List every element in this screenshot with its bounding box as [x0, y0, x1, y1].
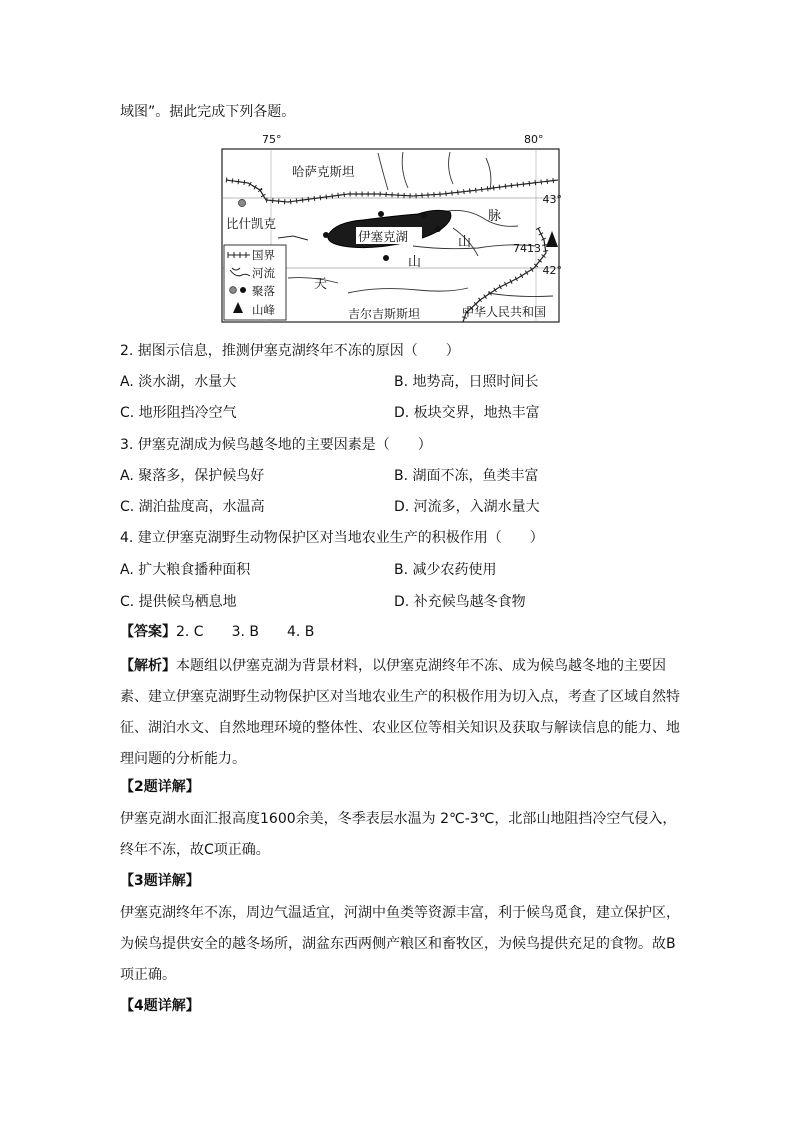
label-mai: 脉 — [488, 209, 502, 224]
settlement-bishkek-icon — [238, 199, 245, 206]
legend-settlement-icon — [230, 287, 237, 294]
q4-stem: 4. 建立伊塞克湖野生动物保护区对当地农业生产的积极作用（ ） — [120, 530, 544, 546]
q2-option-b: B. 地势高，日照时间长 — [394, 374, 539, 390]
settlement-icon — [378, 211, 384, 217]
label-kyrgyzstan: 吉尔吉斯斯坦 — [348, 307, 421, 321]
q3-option-c: C. 湖泊盐度高，水温高 — [120, 499, 265, 515]
q4-option-b: B. 减少农药使用 — [394, 562, 497, 578]
answer-label: 【答案】 — [120, 624, 176, 640]
label-shan-2: 山 — [408, 255, 422, 270]
q2-option-d: D. 板块交界，地热丰富 — [394, 405, 540, 421]
q3-stem: 3. 伊塞克湖成为候鸟越冬地的主要因素是（ ） — [120, 437, 432, 453]
legend-river-label: 河流 — [252, 266, 275, 280]
label-bishkek: 比什凯克 — [226, 216, 277, 231]
q2-stem: 2. 据图示信息，推测伊塞克湖终年不冻的原因（ ） — [120, 343, 460, 359]
answer-text: 2. C 3. B 4. B — [176, 624, 315, 640]
legend-border-label: 国界 — [252, 248, 275, 262]
detail3-text: 伊塞克湖终年不冻，周边气温适宜，河湖中鱼类等资源丰富，利于候鸟觅食，建立保护区，为候鸟提供安全的越冬场所，湖盆东西两侧产粮区和畜牧区，为候鸟提供充足的食物。故B项正确。 — [120, 905, 680, 983]
lat-42-label: 42° — [542, 264, 562, 277]
detail3-label: 【3题详解】 — [120, 873, 200, 889]
lake-label: 伊塞克湖 — [358, 229, 409, 244]
settlement-icon — [435, 226, 441, 232]
legend-settlement-label: 聚落 — [252, 284, 275, 298]
answer-line — [120, 622, 314, 642]
analysis-label: 【解析】 — [120, 658, 176, 674]
label-tian: 天 — [314, 277, 328, 292]
label-shan-1: 山 — [458, 235, 472, 250]
q4-option-d: D. 补充候鸟越冬食物 — [394, 594, 526, 610]
settlement-icon — [421, 212, 427, 218]
q4-option-a: A. 扩大粮食播种面积 — [120, 562, 251, 578]
detail4-label: 【4题详解】 — [120, 998, 200, 1014]
q3-option-a: A. 聚落多，保护候鸟好 — [120, 468, 265, 484]
q2-option-a: A. 淡水湖，水量大 — [120, 374, 237, 390]
settlement-icon — [383, 255, 389, 261]
lat-43-label: 43° — [542, 193, 562, 206]
label-peak-height: 7413 — [513, 242, 541, 255]
label-kazakhstan: 哈萨克斯坦 — [292, 164, 355, 179]
label-china: 中华人民共和国 — [462, 305, 547, 319]
analysis-text: 本题组以伊塞克湖为背景材料，以伊塞克湖终年不冻、成为候鸟越冬地的主要因素、建立伊塞克湖野生动物保护区对当地农业生产的积极作用为切入点，考查了区域自然特征、湖泊水文、自然地理环境的整体性、农业区位等相关知识及获取与解读信息的能力、地理问题的分析能力。 — [120, 658, 680, 767]
intro-text: 域图”。据此完成下列各题。 — [120, 104, 296, 120]
issyk-kul-map — [218, 128, 564, 326]
lon-75-label: 75° — [262, 133, 282, 146]
q4-option-c: C. 提供候鸟栖息地 — [120, 594, 237, 610]
detail2-label: 【2题详解】 — [120, 779, 200, 795]
q3-option-d: D. 河流多，入湖水量大 — [394, 499, 540, 515]
legend-peak-label: 山峰 — [252, 303, 275, 317]
settlement-icon — [323, 232, 329, 238]
q3-option-b: B. 湖面不冻，鱼类丰富 — [394, 468, 539, 484]
analysis-paragraph — [120, 651, 680, 775]
q2-option-c: C. 地形阻挡冷空气 — [120, 405, 237, 421]
lon-80-label: 80° — [524, 133, 544, 146]
detail2-text: 伊塞克湖水面汇报高度1600余美，冬季表层水温为 2℃-3℃，北部山地阻挡冷空气侵入，终年不冻，故C项正确。 — [120, 811, 677, 858]
